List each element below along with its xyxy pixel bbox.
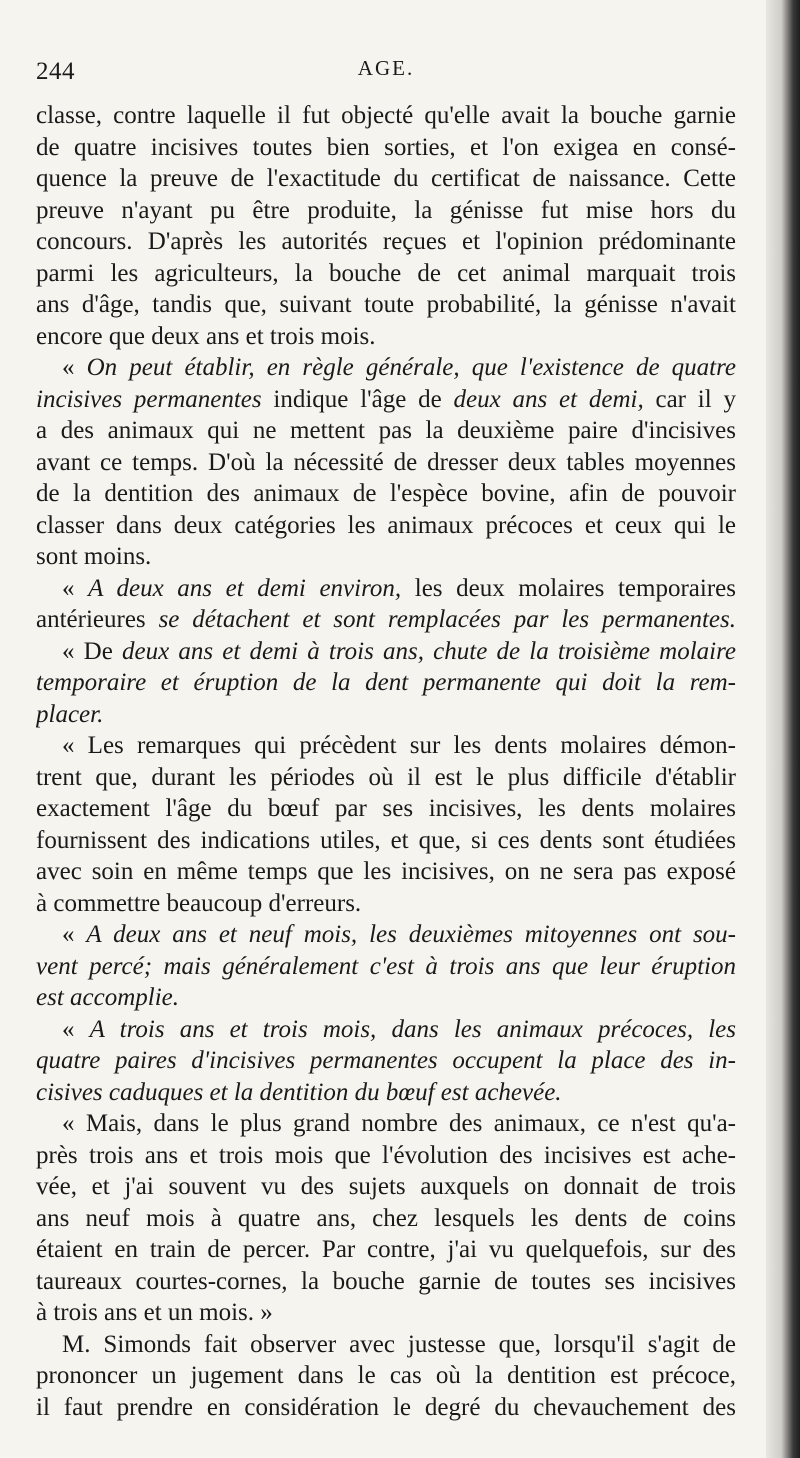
text-line [36,636,736,668]
text-line [36,1266,736,1298]
text-segment: vée, et j'ai souvent vu des sujets auxquels on donnait de trois [36,1173,736,1200]
text-line [36,573,736,605]
text-segment: indique l'âge de [261,385,454,413]
text-segment: exactement l'âge du bœuf par ses incisives, les dents molaires [36,795,736,822]
text-line [36,384,736,416]
text-line [36,1140,736,1172]
text-line [36,888,736,920]
text-segment: de quatre incisives toutes bien sorties, et l'on exigea en consé- [36,133,736,161]
body-text [36,100,736,1423]
text-segment: « [62,574,89,602]
italic-text: temporaire et éruption de la dent permanente qui doit la rem- [36,669,736,696]
text-line [36,289,736,321]
italic-text: incisives permanentes [36,385,262,413]
page-edge-shadow [766,0,800,1458]
text-segment: « De [62,637,122,665]
text-segment: « Les remarques qui précèdent sur les dents molaires démon- [62,732,736,759]
text-line [36,478,736,510]
text-line [36,510,736,542]
italic-text: deux ans et demi à trois ans, chute de la troisième molaire [122,637,736,665]
text-line [36,163,736,195]
text-segment: concours. D'après les autorités reçues et l'opinion prédominante [36,228,736,255]
text-line [36,1360,736,1392]
text-line [36,919,736,951]
text-segment: a des animaux qui ne mettent pas la deuxième paire d'incisives [36,417,736,444]
text-line [36,1171,736,1203]
text-segment: « [62,1015,90,1043]
text-segment: il faut prendre en considération le degré du chevauchement des [36,1393,736,1421]
text-line [36,1014,736,1046]
italic-text: A deux ans et neuf mois, les deuxièmes mitoyennes ont sou- [86,921,736,948]
text-segment: trent que, durant les périodes où il est le plus difficile d'établir [36,763,736,791]
text-line [36,352,736,384]
italic-text: est accomplie. [36,984,180,1011]
text-segment: ans neuf mois à quatre ans, chez lesquels les dents de coins [36,1204,736,1232]
text-segment: avant ce temps. D'où la nécessité de dresser deux tables moyennes [36,448,736,476]
text-line [36,982,736,1014]
text-segment: classe, contre laquelle il fut objecté qu'elle avait la bouche garnie [36,102,736,129]
italic-text: deux ans et demi, [453,385,644,413]
text-line [36,951,736,983]
text-segment: fournissent des indications utiles, et que, si ces dents sont étudiées [36,826,736,854]
text-line [36,793,736,825]
page-number: 244 [36,58,75,85]
text-segment: prononcer un jugement dans le cas où la dentition est précoce, [36,1362,736,1389]
text-segment: près trois ans et trois mois que l'évolution des incisives est ache- [36,1141,736,1169]
text-line [36,1297,736,1329]
italic-text: On peut établir, en règle générale, que l'existence de quatre [86,354,736,381]
italic-text: cisives caduques et la dentition du bœuf est achevée. [36,1078,562,1106]
text-line [36,1203,736,1235]
text-line [36,541,736,573]
text-line [36,226,736,258]
text-segment: quence la preuve de l'exactitude du certificat de naissance. Cette [36,165,736,192]
text-segment: parmi les agriculteurs, la bouche de cet animal marquait trois [36,259,736,287]
text-segment: classer dans deux catégories les animaux précoces et ceux qui le [36,511,736,539]
text-line [36,1045,736,1077]
text-line [36,699,736,731]
italic-text: quatre paires d'incisives permanentes occupent la place des in- [36,1047,736,1074]
text-segment: à commettre beaucoup d'erreurs. [36,889,362,917]
text-line [36,195,736,227]
text-segment: encore que deux ans et trois mois. [36,322,376,350]
text-line [36,825,736,857]
text-segment: « [62,921,87,948]
italic-text: se détachent et sont remplacées par les permanentes. [158,606,736,633]
text-line [36,321,736,353]
text-line [36,447,736,479]
text-line [36,132,736,164]
text-segment: « Mais, dans le plus grand nombre des animaux, ce n'est qu'a- [62,1110,736,1137]
text-segment: sont moins. [36,543,152,570]
text-line [36,100,736,132]
text-segment: ans d'âge, tandis que, suivant toute probabilité, la génisse n'avait [36,291,736,318]
text-segment: taureaux courtes-cornes, la bouche garnie de toutes ses incisives [36,1267,736,1295]
text-segment: à trois ans et un mois. » [36,1299,273,1326]
text-segment: antérieures [36,606,159,633]
text-segment: les deux molaires temporaires [401,574,736,602]
italic-text: A trois ans et trois mois, dans les animaux précoces, les [89,1015,736,1043]
text-segment: M. Simonds fait observer avec justesse que, lorsqu'il s'agit de [62,1330,736,1358]
text-line [36,604,736,636]
text-line [36,762,736,794]
text-segment: car il y [643,385,736,413]
text-segment: preuve n'ayant pu être produite, la génisse fut mise hors du [36,196,736,224]
italic-text: vent percé; mais généralement c'est à trois ans que leur éruption [36,952,736,980]
text-segment: « [62,354,87,381]
text-line [36,730,736,762]
text-segment: étaient en train de percer. Par contre, j'ai vu quelquefois, sur des [36,1236,736,1263]
page-header [36,52,736,88]
text-line [36,1329,736,1361]
text-line [36,415,736,447]
text-line [36,1077,736,1109]
text-segment: avec soin en même temps que les incisives, on ne sera pas exposé [36,858,736,885]
text-line [36,667,736,699]
text-line [36,1108,736,1140]
text-line [36,258,736,290]
italic-text: A deux ans et demi environ, [88,574,402,602]
text-line [36,1392,736,1424]
text-line [36,1234,736,1266]
running-head: AGE. [357,56,415,80]
italic-text: placer. [36,700,104,728]
text-line [36,856,736,888]
text-segment: de la dentition des animaux de l'espèce bovine, afin de pouvoir [36,480,736,507]
